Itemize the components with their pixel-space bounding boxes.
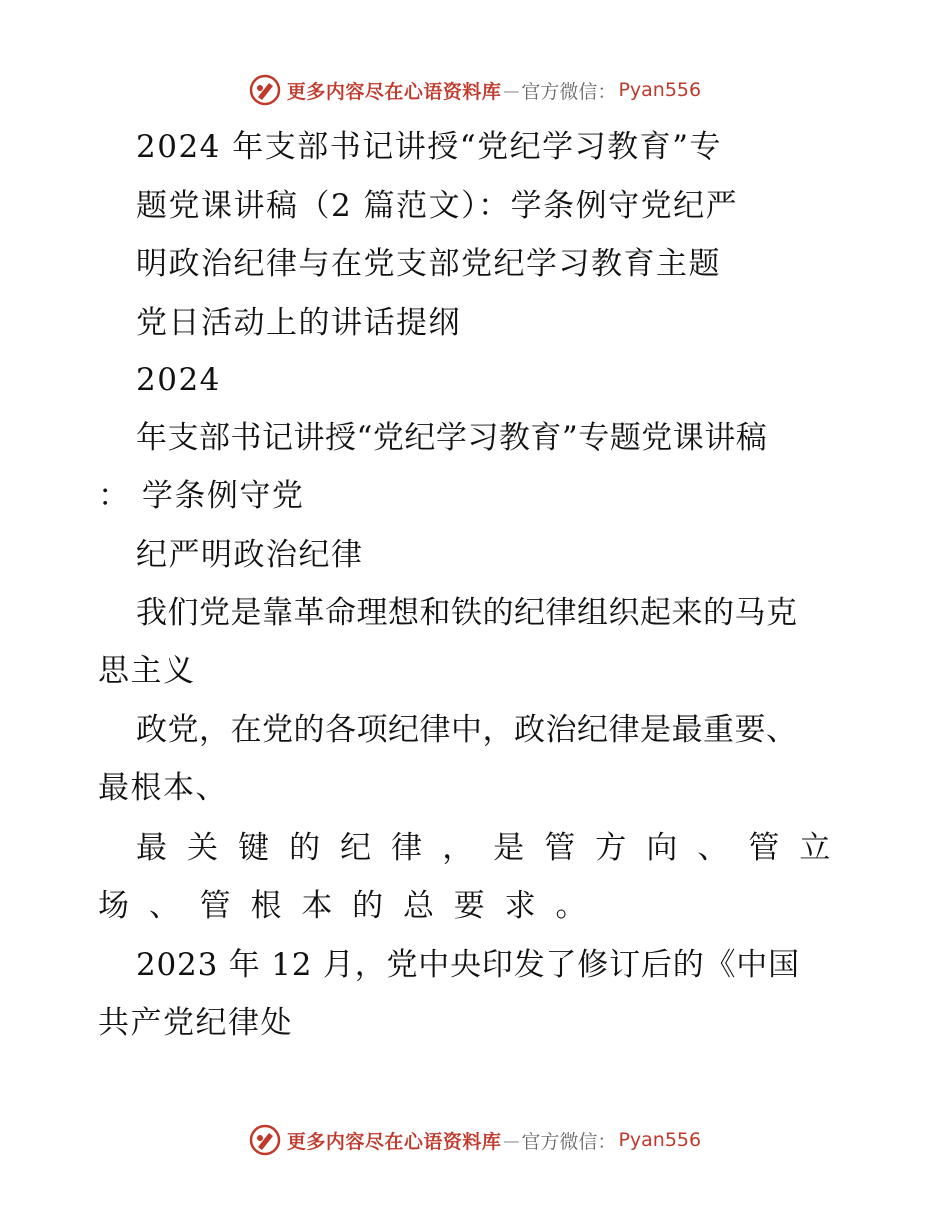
pen-logo-icon (249, 1124, 281, 1156)
spread-char: 、 (697, 830, 730, 866)
header-watermark (0, 70, 950, 110)
spread-char: 方 (595, 830, 628, 866)
spread-char: 总 (402, 888, 436, 924)
body-subtitle-3: 纪严明政治纪律 (136, 537, 364, 573)
spread-char: 纪 (340, 830, 373, 866)
watermark-dash: — (503, 1130, 520, 1150)
watermark-dash: — (503, 80, 520, 100)
spread-char: 场 (98, 888, 131, 924)
spread-char: 最 (136, 830, 169, 866)
spread-char: 根 (250, 888, 283, 924)
paragraph-3-line-1 (136, 828, 832, 868)
paragraph-3-line-2 (98, 886, 588, 926)
spread-char: 管 (748, 830, 781, 866)
paragraph-2-line-1: 政党，在党的各项纪律中，政治纪律是最重要、 (136, 712, 798, 748)
spread-char: 律 (391, 830, 424, 866)
paragraph-2-line-2: 最根本、 (98, 770, 228, 806)
spread-char: 要 (453, 888, 487, 924)
spread-char: 求 (504, 888, 538, 924)
spread-char: 本 (301, 888, 334, 924)
spread-char: 立 (799, 830, 832, 866)
spread-char: 。 (555, 888, 588, 924)
spread-char: 关 (187, 830, 220, 866)
spread-char: 向 (646, 830, 679, 866)
spread-char: 的 (289, 830, 322, 866)
watermark-wechat-label: 官方微信： (521, 80, 617, 103)
body-subtitle-2: ： 学条例守党 (98, 478, 305, 514)
watermark-wechat-id: Pyan556 (618, 1129, 702, 1151)
spread-char: 管 (199, 888, 233, 924)
watermark-wechat-id: Pyan556 (618, 79, 702, 101)
title-line-1: 2024 年支部书记讲授“党纪学习教育”专 (136, 129, 722, 165)
watermark-brand: 更多内容尽在心语资料库 (286, 80, 502, 103)
title-line-3: 明政治纪律与在党支部党纪学习教育主题 (136, 246, 721, 282)
body-year: 2024 (136, 362, 221, 398)
title-line-4: 党日活动上的讲话提纲 (136, 305, 461, 341)
spread-char: ， (442, 830, 475, 866)
spread-char: 、 (148, 888, 182, 924)
spread-char: 的 (352, 888, 385, 924)
paragraph-1-line-2: 思主义 (98, 653, 196, 689)
watermark-brand: 更多内容尽在心语资料库 (286, 1130, 502, 1153)
body-subtitle-1: 年支部书记讲授“党纪学习教育”专题党课讲稿 (136, 420, 768, 456)
watermark-wechat-label: 官方微信： (521, 1130, 617, 1153)
footer-watermark (0, 1120, 950, 1160)
spread-char: 管 (544, 830, 577, 866)
spread-char: 键 (238, 830, 271, 866)
paragraph-4-line-1: 2023 年 12 月，党中央印发了修订后的《中国 (136, 947, 800, 983)
title-line-2: 题党课讲稿（2 篇范文）：学条例守党纪严 (136, 188, 739, 224)
pen-logo-icon (249, 74, 281, 106)
paragraph-4-line-2: 共产党纪律处 (98, 1005, 293, 1041)
paragraph-1-line-1: 我们党是靠革命理想和铁的纪律组织起来的马克 (136, 595, 798, 631)
spread-char: 是 (493, 830, 526, 866)
